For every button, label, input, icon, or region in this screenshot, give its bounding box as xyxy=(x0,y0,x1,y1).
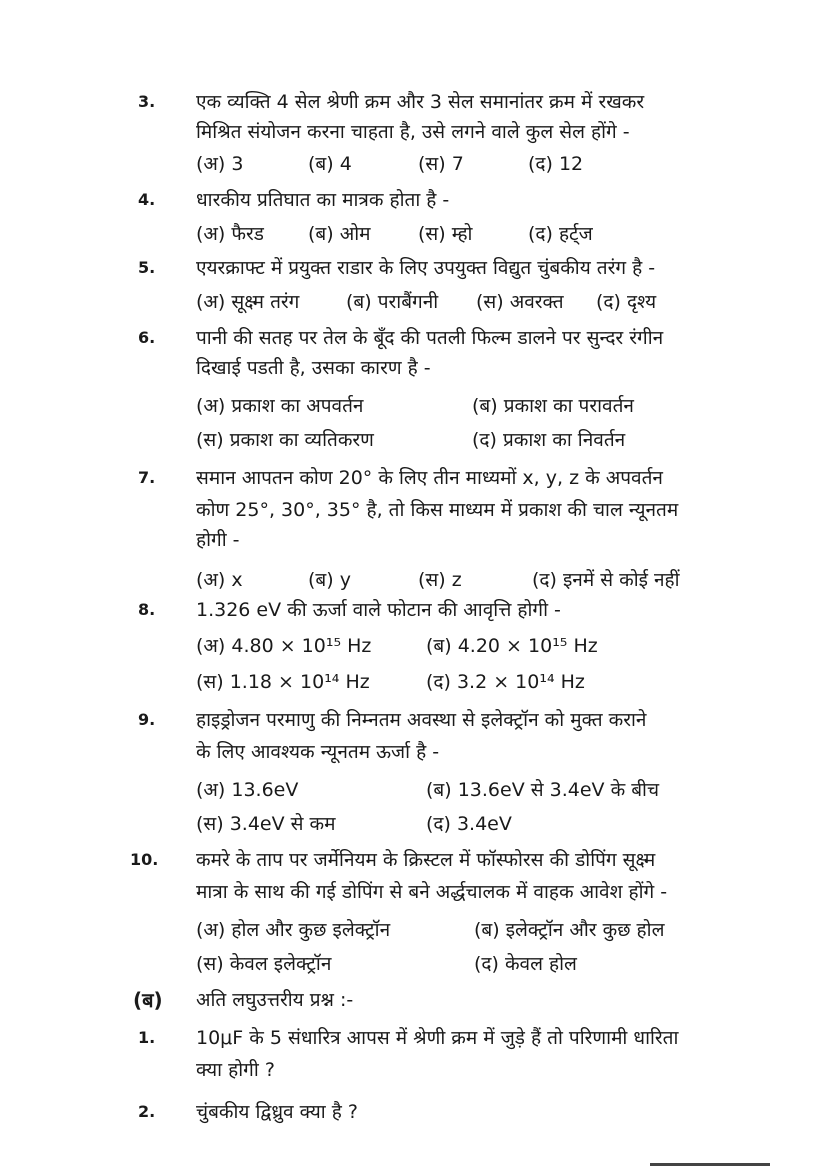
option-d: (द) 12 xyxy=(528,153,584,175)
question-text: क्या होगी ? xyxy=(196,1059,275,1081)
option-c: (स) अवरक्त xyxy=(476,291,564,313)
option-c: (स) म्हो xyxy=(418,223,473,245)
question-text: हाइड्रोजन परमाणु की निम्नतम अवस्था से इलेक्ट्रॉन को मुक्त कराने xyxy=(196,709,647,731)
question-text: एयरक्राफ्ट में प्रयुक्त राडार के लिए उपयुक्त विद्युत चुंबकीय तरंग है - xyxy=(196,257,656,279)
question-text: 10μF के 5 संधारित्र आपस में श्रेणी क्रम में जुड़े हैं तो परिणामी धारिता xyxy=(196,1027,679,1049)
option-c: (स) z xyxy=(418,569,462,591)
question-text: के लिए आवश्यक न्यूनतम ऊर्जा है - xyxy=(196,741,440,763)
option-row xyxy=(196,148,786,182)
option-row xyxy=(196,218,786,252)
option-d: (द) प्रकाश का निवर्तन xyxy=(472,429,626,451)
question-text: 1.326 eV की ऊर्जा वाले फोटान की आवृत्ति होगी - xyxy=(196,599,561,621)
option-b: (ब) y xyxy=(308,569,351,591)
question-text: दिखाई पडती है, उसका कारण है - xyxy=(196,357,431,379)
option-row xyxy=(196,948,786,982)
question-number: 7. xyxy=(138,468,156,487)
option-d: (द) हर्ट्ज xyxy=(528,223,593,245)
option-b: (ब) 4.20 × 10¹⁵ Hz xyxy=(426,635,598,657)
option-a: (अ) 4.80 × 10¹⁵ Hz xyxy=(196,635,372,657)
option-d: (द) इनमें से कोई नहीं xyxy=(532,569,680,591)
question-text: समान आपतन कोण 20° के लिए तीन माध्यमों x, y, z के अपवर्तन xyxy=(196,467,663,489)
question-number: 4. xyxy=(138,190,156,209)
question-number: 5. xyxy=(138,258,156,277)
question-text: एक व्यक्ति 4 सेल श्रेणी क्रम और 3 सेल समानांतर क्रम में रखकर xyxy=(196,91,645,113)
option-b: (ब) इलेक्ट्रॉन और कुछ होल xyxy=(474,919,665,941)
question-number: 8. xyxy=(138,600,156,619)
option-a: (अ) 3 xyxy=(196,153,244,175)
option-row xyxy=(196,808,786,842)
option-row xyxy=(196,564,786,598)
option-c: (स) प्रकाश का व्यतिकरण xyxy=(196,429,374,451)
option-b: (ब) 13.6eV से 3.4eV के बीच xyxy=(426,779,660,801)
question-number: 1. xyxy=(138,1028,156,1047)
option-row xyxy=(196,286,786,320)
option-b: (ब) 4 xyxy=(308,153,352,175)
option-row xyxy=(196,424,786,458)
option-a: (अ) सूक्ष्म तरंग xyxy=(196,291,300,313)
option-c: (स) केवल इलेक्ट्रॉन xyxy=(196,953,332,975)
option-a: (अ) 13.6eV xyxy=(196,779,299,801)
question-number: 6. xyxy=(138,328,156,347)
section-label: (ब) xyxy=(133,988,163,1012)
option-d: (द) 3.4eV xyxy=(426,813,512,835)
question-text: मिश्रित संयोजन करना चाहता है, उसे लगने वाले कुल सेल होंगे - xyxy=(196,121,630,143)
question-text: मात्रा के साथ की गई डोपिंग से बने अर्द्धचालक में वाहक आवेश होंगे - xyxy=(196,881,668,903)
option-d: (द) 3.2 × 10¹⁴ Hz xyxy=(426,671,585,693)
question-text: पानी की सतह पर तेल के बूँद की पतली फिल्म डालने पर सुन्दर रंगीन xyxy=(196,327,664,349)
question-text: चुंबकीय द्विध्रुव क्या है ? xyxy=(196,1101,358,1123)
option-c: (स) 7 xyxy=(418,153,464,175)
option-d: (द) केवल होल xyxy=(474,953,577,975)
question-text: होगी - xyxy=(196,529,240,551)
option-b: (ब) ओम xyxy=(308,223,371,245)
question-number: 2. xyxy=(138,1102,156,1121)
question-text: कोण 25°, 30°, 35° है, तो किस माध्यम में प्रकाश की चाल न्यूनतम xyxy=(196,499,679,521)
option-row xyxy=(196,390,786,424)
option-row xyxy=(196,774,786,808)
option-d: (द) दृश्य xyxy=(596,291,657,313)
option-row xyxy=(196,914,786,948)
option-row xyxy=(196,666,786,700)
question-number: 9. xyxy=(138,710,156,729)
option-c: (स) 3.4eV से कम xyxy=(196,813,336,835)
question-number: 10. xyxy=(130,850,159,869)
option-b: (ब) प्रकाश का परावर्तन xyxy=(472,395,634,417)
question-number: 3. xyxy=(138,92,156,111)
section-title: अति लघुउत्तरीय प्रश्न :- xyxy=(196,989,354,1011)
option-a: (अ) फैरड xyxy=(196,223,264,245)
question-text: धारकीय प्रतिघात का मात्रक होता है - xyxy=(196,189,450,211)
option-row xyxy=(196,630,786,664)
page-edge-mark xyxy=(650,1163,770,1166)
option-a: (अ) प्रकाश का अपवर्तन xyxy=(196,395,364,417)
option-a: (अ) होल और कुछ इलेक्ट्रॉन xyxy=(196,919,391,941)
option-c: (स) 1.18 × 10¹⁴ Hz xyxy=(196,671,370,693)
option-a: (अ) x xyxy=(196,569,243,591)
question-text: कमरे के ताप पर जर्मेनियम के क्रिस्टल में फॉस्फोरस की डोपिंग सूक्ष्म xyxy=(196,849,656,871)
option-b: (ब) पराबैंगनी xyxy=(346,291,439,313)
